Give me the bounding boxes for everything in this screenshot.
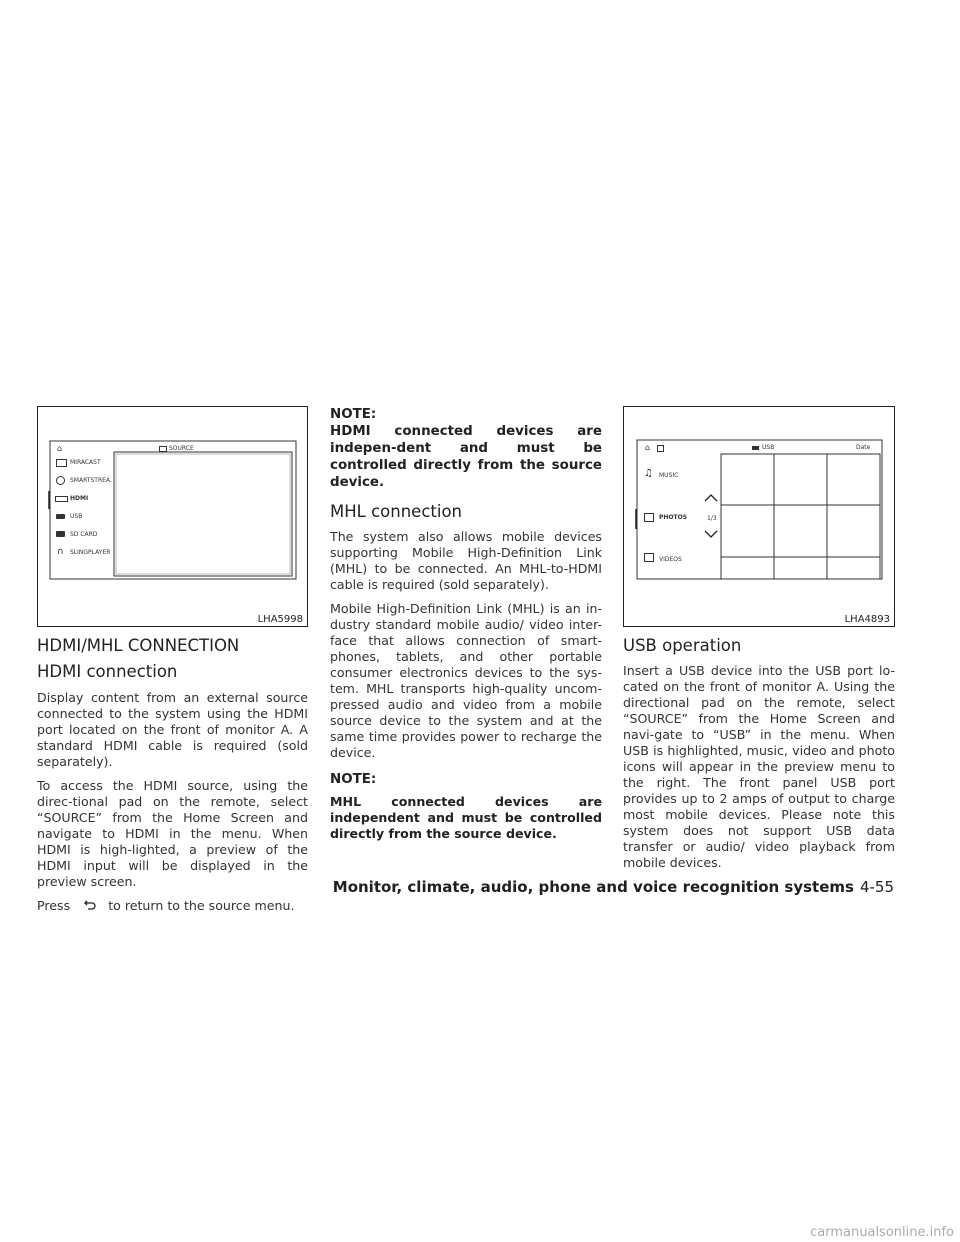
- menu-item-photos: PHOTOS: [659, 514, 688, 521]
- menu-item-music: MUSIC: [659, 472, 679, 479]
- subsection-heading: USB operation: [623, 636, 742, 655]
- paragraph: Mobile High-Definition Link (MHL) is an in-dustry standard mobile audio/ video inter-face that allows connection of smart-phones, tablets, and other portable consumer electronics devices to the sys-tem. MHL transports high-quality uncom-pressed audio and video from a mobile source device to the system and at the same time provides power to recharge the device.: [330, 601, 602, 761]
- usb-icon: [56, 514, 65, 519]
- screen-header: SOURCE: [169, 445, 194, 452]
- note-heading: NOTE:: [330, 772, 377, 788]
- hdmi-source-figure: [37, 406, 308, 627]
- watermark: carmanualsonline.info: [810, 1225, 954, 1240]
- home-icon: ⌂: [645, 443, 651, 452]
- usb-source-figure: [623, 406, 895, 627]
- page-footer: [0, 878, 894, 896]
- paragraph: [37, 898, 308, 914]
- note-body: HDMI connected devices are indepen-dent and must be controlled directly from the source device.: [330, 424, 602, 490]
- hdmi-icon: [55, 496, 68, 502]
- press-text: Press: [37, 897, 71, 913]
- note-heading: NOTE:: [330, 407, 377, 422]
- subsection-heading: HDMI connection: [37, 662, 178, 682]
- footer-section-title: Monitor, climate, audio, phone and voice recognition systems: [332, 878, 854, 896]
- videos-icon: [644, 553, 654, 562]
- back-icon: [84, 898, 96, 914]
- menu-item-smartstream: SMARTSTREA.: [70, 477, 112, 484]
- subsection-heading: MHL connection: [330, 502, 462, 521]
- paragraph: To access the HDMI source, using the direc-tional pad on the remote, select “SOURCE” from the Home Screen and navigate to HDMI in the menu. When HDMI is high-lighted, a preview of the HDMI input will be displayed in the preview screen.: [37, 777, 308, 889]
- left-column: [37, 406, 308, 922]
- menu-item-usb: USB: [70, 513, 83, 520]
- usb-header-icon: [752, 446, 759, 450]
- slingplayer-icon: ∩: [57, 547, 64, 557]
- figure-code: LHA5998: [257, 614, 303, 625]
- paragraph: The system also allows mobile devices supporting Mobile High-Definition Link (MHL) to be connected. An MHL-to-HDMI cable is required (sold separately).: [330, 529, 602, 593]
- screen-header: USB: [762, 444, 775, 451]
- page-number: 4-55: [859, 878, 894, 896]
- figure-code: LHA4893: [844, 614, 890, 625]
- paragraph: Insert a USB device into the USB port lo-cated on the front of monitor A. Using the directional pad on the remote, select “SOURCE” from the Home Screen and navi-gate to “USB” in the menu. When USB is highlighted, music, video and photo icons will appear in the preview menu to the right. The front panel USB port provides up to 2 amps of output to charge most mobile devices. Please note this system does not support USB data transfer or audio/ video playback from mobile devices.: [623, 663, 895, 871]
- date-label: Date: [856, 444, 871, 451]
- music-icon: ♫: [644, 468, 653, 479]
- menu-item-sd-card: SD CARD: [70, 531, 98, 538]
- section-heading: HDMI/MHL CONNECTION: [37, 636, 240, 655]
- source-icon: [159, 446, 167, 452]
- menu-item-miracast: MIRACAST: [70, 459, 101, 466]
- note-body: MHL connected devices are independent and must be controlled directly from the source device.: [330, 794, 602, 842]
- menu-item-slingplayer: SLINGPLAYER: [70, 549, 111, 556]
- home-icon: ⌂: [57, 444, 63, 453]
- page-indicator: 1/3: [707, 515, 717, 522]
- menu-item-hdmi: HDMI: [70, 495, 89, 502]
- photos-icon: [644, 513, 654, 522]
- source-icon: [657, 445, 664, 452]
- sd-card-icon: [56, 531, 65, 537]
- return-text: to return to the source menu.: [108, 897, 295, 913]
- middle-column: [330, 406, 602, 842]
- menu-item-videos: VIDEOS: [659, 556, 682, 563]
- paragraph: Display content from an external source connected to the system using the HDMI port located on the front of monitor A. A standard HDMI cable is required (sold separately).: [37, 689, 308, 769]
- smartstream-icon: [56, 476, 65, 485]
- right-column: [623, 406, 895, 879]
- miracast-icon: [56, 459, 67, 467]
